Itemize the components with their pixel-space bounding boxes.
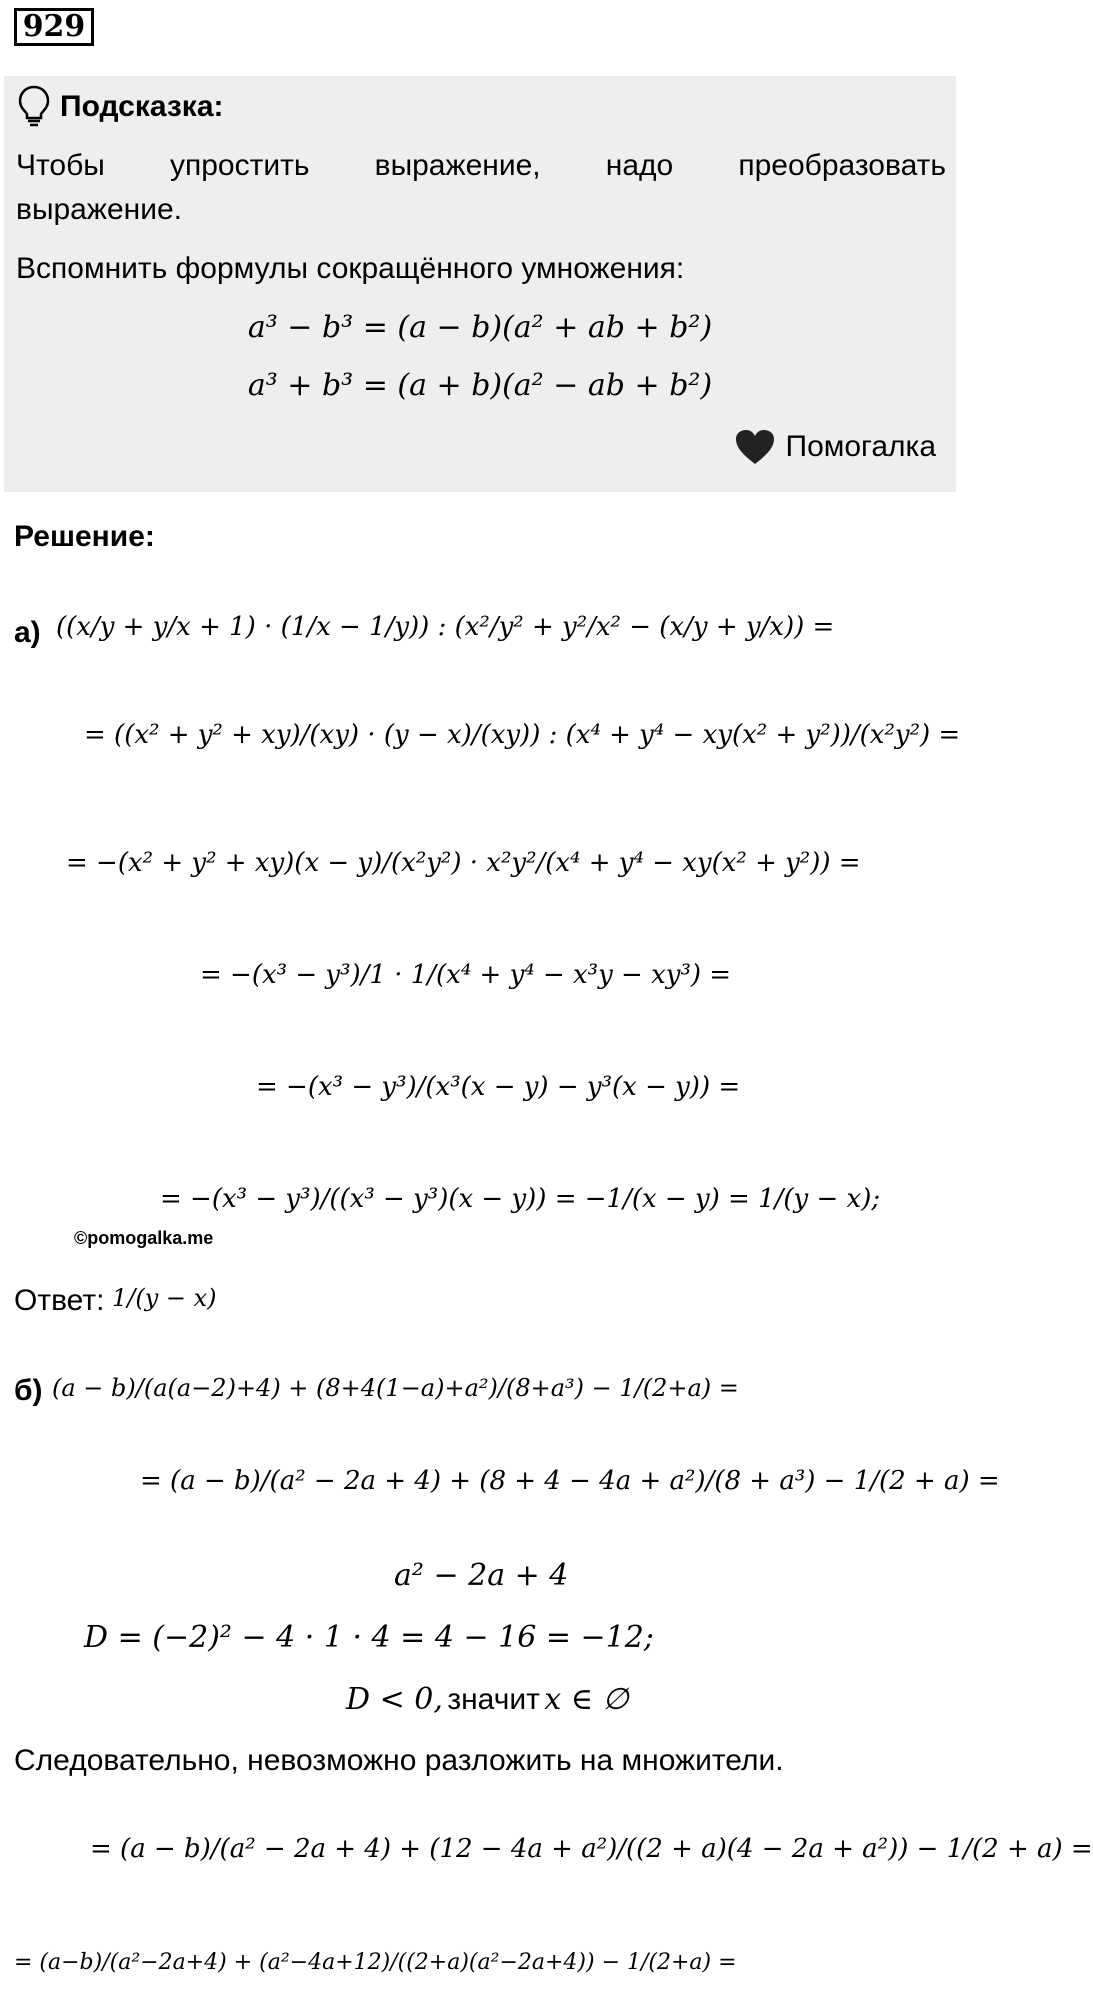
- hint-text-line2: выражение.: [16, 193, 182, 226]
- hint-word: выражение,: [374, 149, 541, 182]
- watermark: ©pomogalka.me: [74, 1228, 214, 1248]
- answer-label: Ответ:: [14, 1284, 105, 1317]
- polynomial: a² − 2a + 4: [394, 1558, 569, 1593]
- part-a-line-1: = ((x² + y² + xy)/(xy) · (y − x)/(xy)) : (x⁴ + y⁴ − xy(x² + y²))/(x²y²) =: [84, 720, 961, 750]
- part-b-line-2: = (a − b)/(a² − 2a + 4) + (12 − 4a + a²)/((2 + a)(4 − 2a + a²)) − 1/(2 + a) =: [90, 1834, 1093, 1864]
- discriminant-negative: D < 0,: [346, 1682, 443, 1717]
- part-b-label: б): [14, 1374, 43, 1407]
- hint-text-2: Вспомнить формулы сокращённого умножения:: [16, 252, 685, 285]
- part-b-line-0: (a − b)/(a(a−2)+4) + (8+4(1−a)+a²)/(8+a³) − 1/(2+a) =: [52, 1374, 739, 1402]
- part-a-line-5: = −(x³ − y³)/((x³ − y³)(x − y)) = −1/(x − y) = 1/(y − x);: [160, 1184, 881, 1214]
- problem-number: 929: [14, 8, 94, 46]
- lightbulb-icon: [16, 84, 52, 128]
- part-a-line-2: = −(x² + y² + xy)(x − y)/(x²y²) · x²y²/(x⁴ + y⁴ − xy(x² + y²)) =: [66, 848, 861, 878]
- hint-word: упростить: [169, 149, 310, 182]
- hint-word: преобразовать: [738, 149, 946, 182]
- part-a-line-4: = −(x³ − y³)/(x³(x − y) − y³(x − y)) =: [256, 1072, 741, 1102]
- empty-set: x ∈ ∅: [544, 1682, 629, 1717]
- part-a-line-0: ((x/y + y/x + 1) · (1/x − 1/y)) : (x²/y² + y²/x² − (x/y + y/x)) =: [56, 612, 835, 642]
- hint-box: [4, 76, 956, 492]
- part-a-line-3: = −(x³ − y³)/1 · 1/(x⁴ + y⁴ − x³y − xy³) =: [200, 960, 732, 990]
- solution-title: Решение:: [14, 520, 155, 553]
- part-b-line-3: = (a−b)/(a²−2a+4) + (a²−4a+12)/((2+a)(a²−2a+4)) − 1/(2+a) =: [14, 1950, 737, 1975]
- brand-label: Помогалка: [785, 430, 936, 463]
- answer-value: 1/(y − x): [112, 1284, 217, 1312]
- hint-title: Подсказка:: [60, 90, 224, 123]
- part-a-label: а): [14, 616, 41, 649]
- hint-word: Чтобы: [16, 149, 105, 182]
- hint-text: [16, 144, 946, 232]
- part-b-line-1: = (a − b)/(a² − 2a + 4) + (8 + 4 − 4a + a²)/(8 + a³) − 1/(2 + a) =: [140, 1466, 1000, 1496]
- formula-difference-of-cubes: a³ − b³ = (a − b)(a² + ab + b²): [247, 310, 713, 345]
- discriminant-conclusion: [346, 1682, 629, 1717]
- heart-icon: [734, 428, 776, 466]
- discriminant: D = (−2)² − 4 · 1 · 4 = 4 − 16 = −12;: [84, 1620, 654, 1655]
- conclusion-text: Следовательно, невозможно разложить на множители.: [14, 1744, 784, 1777]
- discriminant-text: значит: [447, 1683, 540, 1716]
- hint-word: надо: [605, 149, 674, 182]
- formula-sum-of-cubes: a³ + b³ = (a + b)(a² − ab + b²): [247, 368, 713, 403]
- brand-block: [734, 428, 937, 466]
